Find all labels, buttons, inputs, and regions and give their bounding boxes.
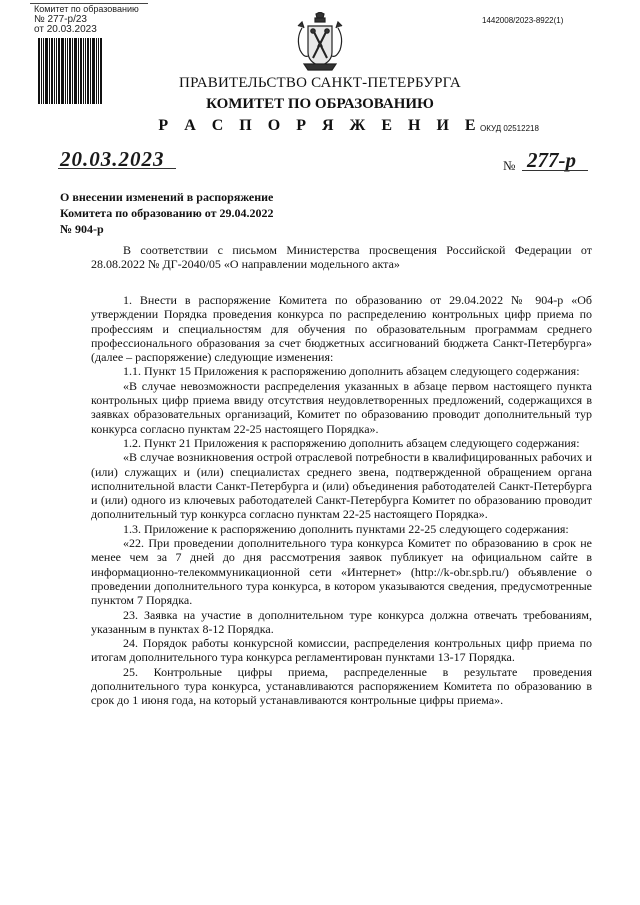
barcode-bar xyxy=(45,38,48,104)
barcode-bar xyxy=(51,38,53,104)
barcode-bar xyxy=(38,38,40,104)
body-paragraph: «22. При проведении дополнительного тура конкурса Комитет по образованию в срок не менее чем за 7 дней до дня рассмотрения заявок публикует на официальном сайте в информационно-телекоммуникационной сети «Интернет» (http://k-obr.spb.ru/) объявление о проведении дополнительного тура конкурса, в котором указываются сведения, предусмотренные пунктом 7 Порядка. xyxy=(91,536,592,608)
okud-code: ОКУД 02512218 xyxy=(480,124,539,133)
committee-title: КОМИТЕТ ПО ОБРАЗОВАНИЮ xyxy=(206,96,434,112)
barcode-bar xyxy=(74,38,77,104)
document-subject xyxy=(60,189,360,237)
barcode-bar xyxy=(87,38,89,104)
stamp-org: Комитет по образованию xyxy=(34,4,139,14)
barcode-bar xyxy=(43,38,44,104)
stamp-border xyxy=(30,3,148,4)
registration-stamp xyxy=(34,4,148,35)
coat-of-arms-icon xyxy=(292,12,348,74)
barcode-bar xyxy=(90,38,91,104)
barcode-bar xyxy=(78,38,79,104)
barcode-bar xyxy=(83,38,84,104)
document-type-title: Р А С П О Р Я Ж Е Н И Е xyxy=(158,117,482,134)
barcode-bar xyxy=(56,38,57,104)
body-paragraph: 1.1. Пункт 15 Приложения к распоряжению дополнить абзацем следующего содержания: xyxy=(123,364,580,379)
barcode xyxy=(38,38,110,104)
barcode-bar xyxy=(49,38,50,104)
barcode-bar xyxy=(54,38,55,104)
subject-line: О внесении изменений в распоряжение xyxy=(60,190,274,204)
barcode-bar xyxy=(58,38,60,104)
body-paragraph: 25. Контрольные цифры приема, распределенные в результате проведения дополнительного тура конкурса, устанавливаются распоряжением Комитета по образованию в срок до 1 июня года, на который устанавливаются контрольные цифры приема». xyxy=(91,664,592,708)
body-paragraph: 1.3. Приложение к распоряжению дополнить пунктами 22-25 следующего содержания: xyxy=(123,521,569,536)
barcode-bar xyxy=(92,38,95,104)
government-title: ПРАВИТЕЛЬСТВО САНКТ-ПЕТЕРБУРГА xyxy=(179,75,461,91)
barcode-bar xyxy=(98,38,99,104)
stamp-date: от 20.03.2023 xyxy=(34,24,97,35)
barcode-bar xyxy=(85,38,86,104)
body-paragraph: 1.2. Пункт 21 Приложения к распоряжению дополнить абзацем следующего содержания: xyxy=(123,435,580,450)
stamp-number: № 277-р/23 xyxy=(34,14,87,25)
barcode-bar xyxy=(96,38,97,104)
date-underline xyxy=(58,168,176,169)
barcode-bar xyxy=(65,38,66,104)
doc-registration-number: 1442008/2023-8922(1) xyxy=(482,16,564,25)
barcode-bar xyxy=(67,38,68,104)
barcode-bar xyxy=(69,38,71,104)
body-paragraph: 1. Внести в распоряжение Комитета по образованию от 29.04.2022 № 904-р «Об утверждении Порядка проведения конкурса по распределению контрольных цифр приема по профессиям и специальностям для обучения по образовательным программам среднего профессионального образования за счет бюджетных ассигнований бюджета Санкт-Петербурга» (далее – распоряжение) следующие изменения: xyxy=(91,293,592,365)
subject-line: № 904-р xyxy=(60,222,104,236)
body-paragraph: «В случае невозможности распределения указанных в абзаце первом настоящего пункта контрольных цифр приема ввиду отсутствия неудовлетворенных предложений, содержащихся в заявках образовательных организаций, Комитет по образованию проводит дополнительный тур конкурса согласно пунктам 22-25 настоящего Порядка». xyxy=(91,378,592,436)
body-paragraph: «В случае возникновения острой отраслевой потребности в квалифицированных рабочих и (или) служащих и (или) специалистах среднего звена, подтвержденной обращением органа исполнительной власти Санкт-Петербурга и (или) объединения работодателей Санкт-Петербурга и (или) одного из ключевых работодателей Санкт-Петербурга Комитет по образованию проводит дополнительный тур конкурса согласно пунктам 22-25 настоящего Порядка». xyxy=(91,450,592,522)
number-label: № xyxy=(503,158,516,173)
barcode-bar xyxy=(61,38,64,104)
document-body xyxy=(91,293,592,708)
barcode-bar xyxy=(41,38,42,104)
barcode-bar xyxy=(72,38,73,104)
intro-section xyxy=(91,243,592,272)
intro-paragraph: В соответствии с письмом Министерства просвещения Российской Федерации от 28.08.2022 № ДГ-2040/05 «О направлении модельного акта» xyxy=(91,243,592,272)
handwritten-number: 277-р xyxy=(527,148,576,172)
body-paragraph: 23. Заявка на участие в дополнительном туре конкурса должна отвечать требованиям, указанным в пунктах 8-12 Порядка. xyxy=(91,607,592,636)
handwritten-date: 20.03.2023 xyxy=(60,147,165,171)
barcode-bar xyxy=(100,38,102,104)
number-underline xyxy=(522,170,588,171)
body-paragraph: 24. Порядок работы конкурсной комиссии, распределения контрольных цифр приема по итогам дополнительного тура конкурса регламентирован пунктами 13-17 Порядка. xyxy=(91,636,592,665)
barcode-bar xyxy=(80,38,82,104)
subject-line: Комитета по образованию от 29.04.2022 xyxy=(60,206,274,220)
